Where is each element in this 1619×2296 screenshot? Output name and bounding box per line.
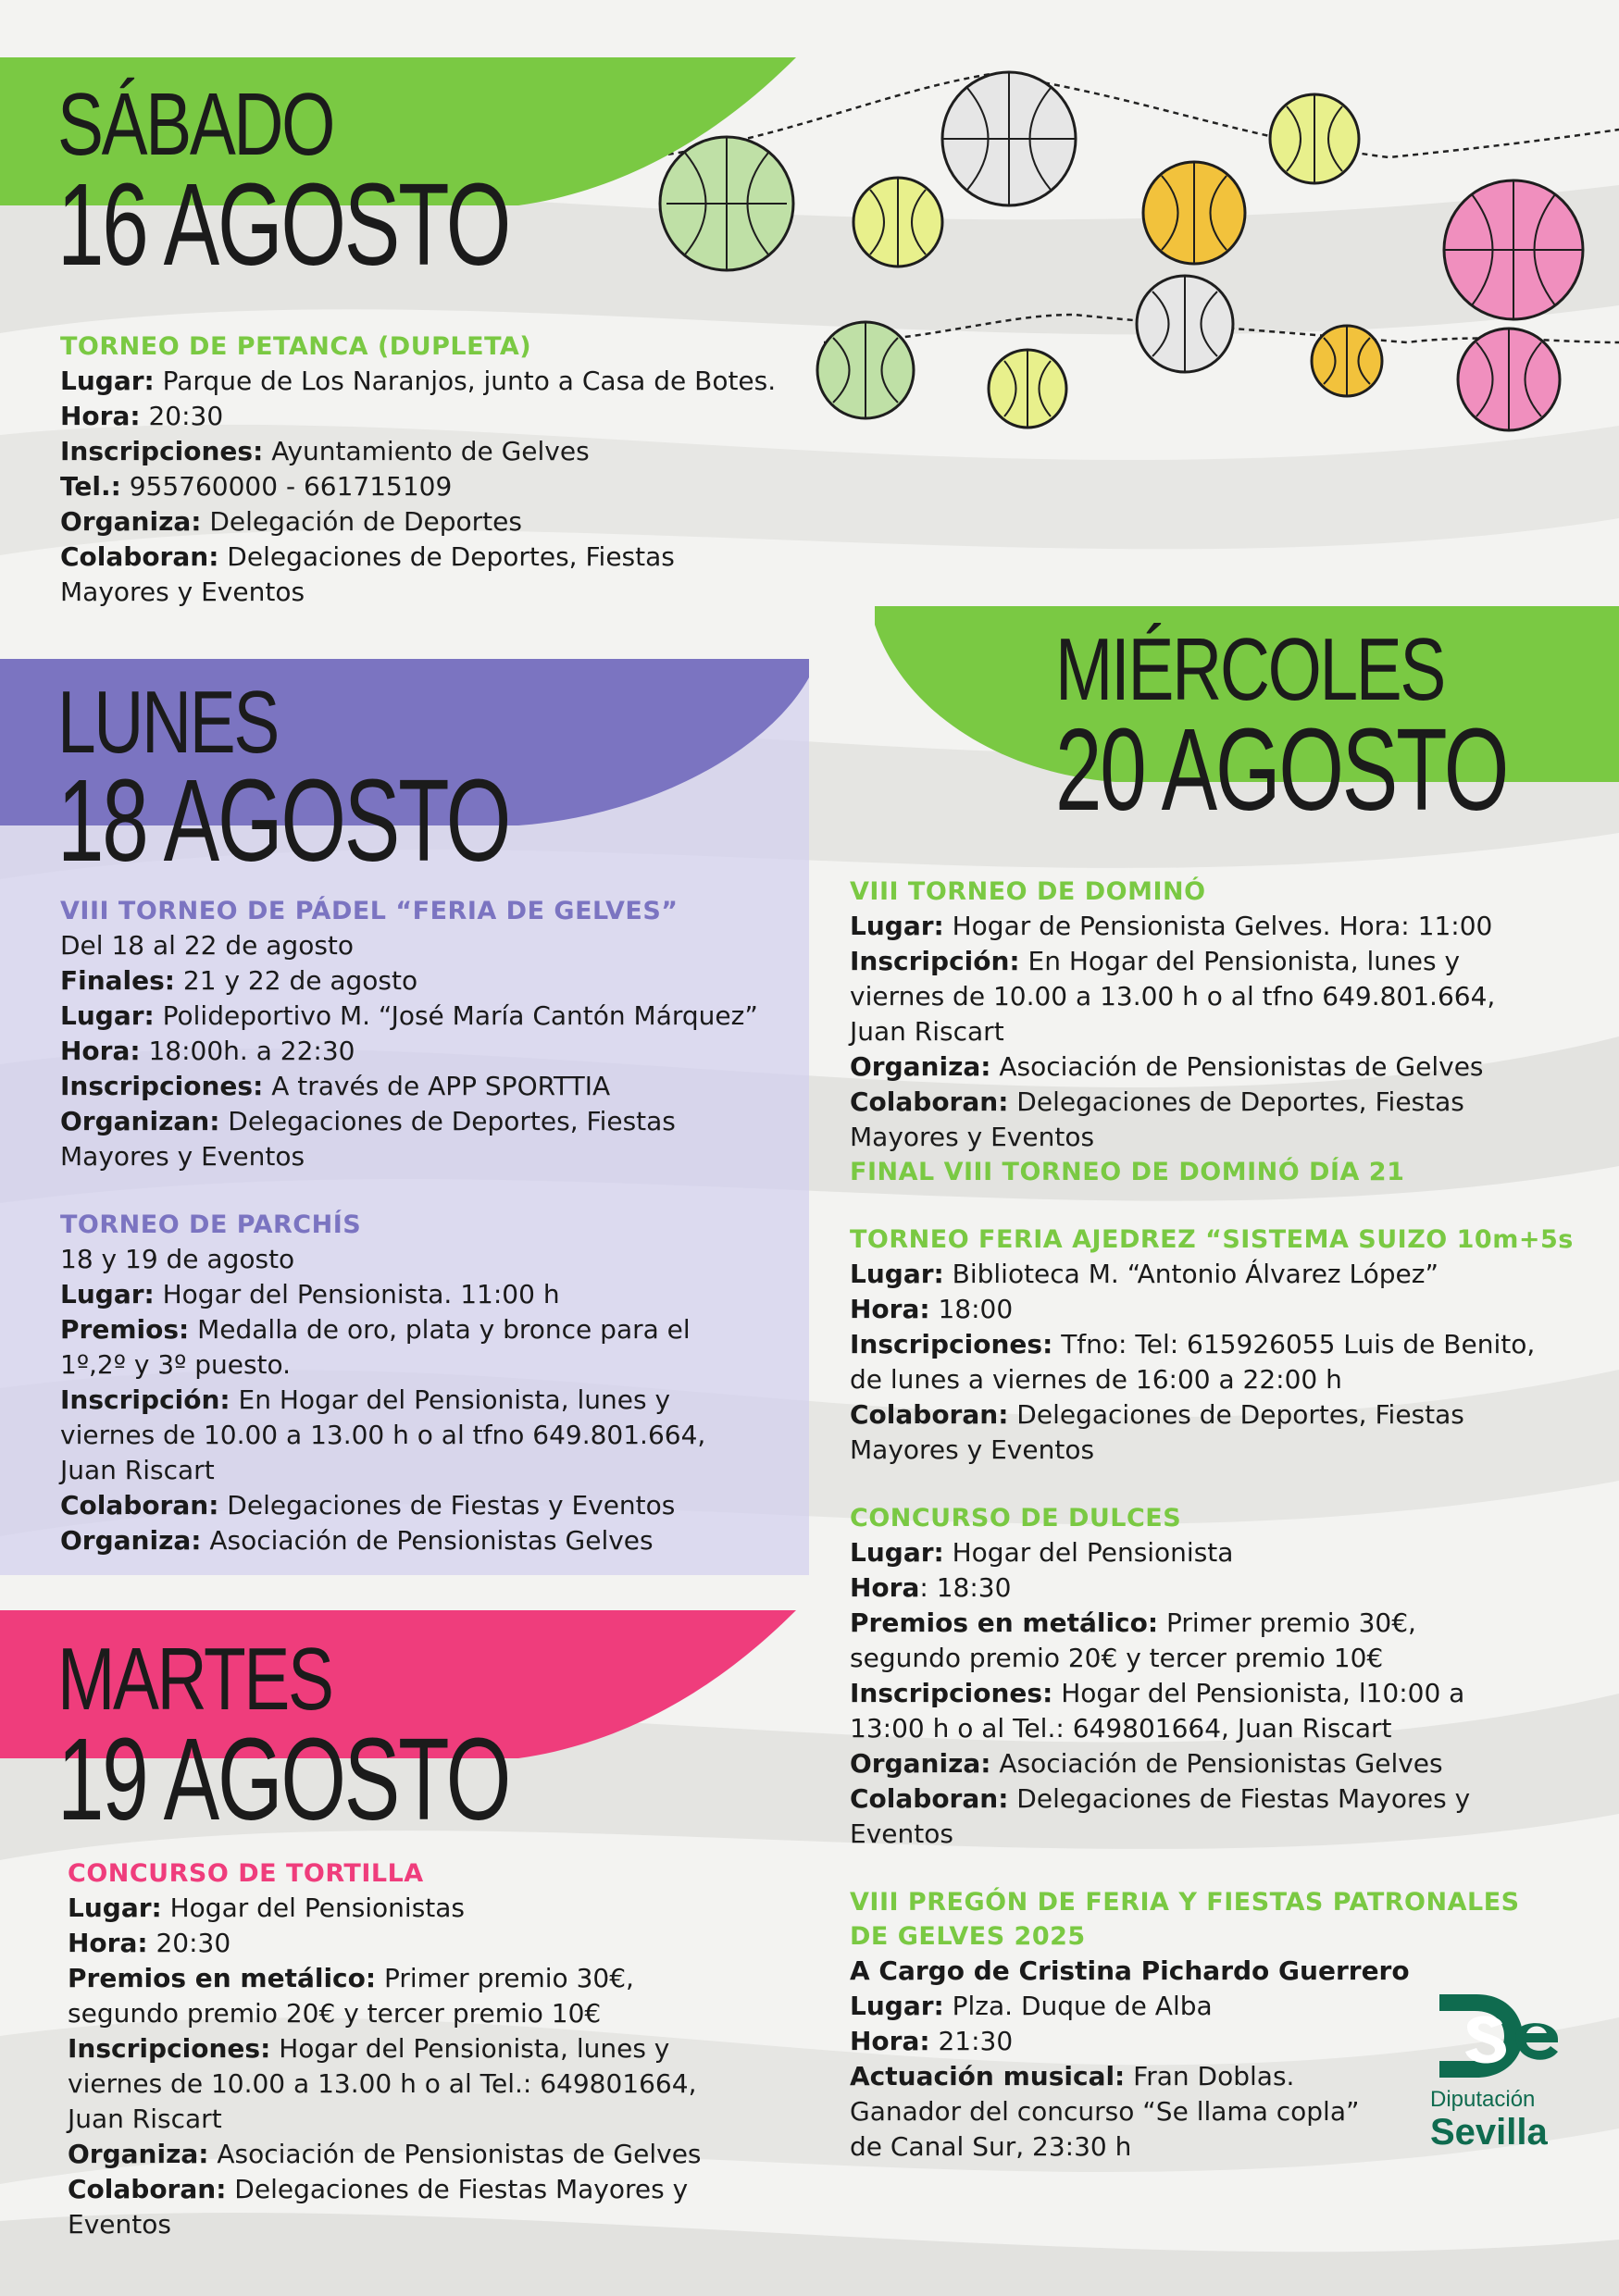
event-details — [850, 909, 1609, 1155]
miercoles-date: 20 AGOSTO — [1055, 704, 1508, 835]
detail-label: Hora — [850, 1572, 920, 1603]
detail-label: Inscripciones: — [60, 1071, 264, 1101]
detail-value: viernes de 10.00 a 13.00 h o al Tel.: 649801664, — [68, 2068, 697, 2099]
detail-line — [60, 1312, 801, 1347]
detail-value: 21 y 22 de agosto — [175, 965, 418, 996]
detail-line — [60, 963, 801, 999]
detail-line — [60, 364, 819, 399]
detail-label: Premios en metálico: — [850, 1607, 1159, 1638]
detail-line — [850, 944, 1609, 979]
detail-label: Lugar: — [60, 1000, 155, 1031]
detail-value: A través de APP SPORTTIA — [263, 1071, 611, 1101]
martes-day: MARTES — [57, 1630, 332, 1729]
detail-value: Asociación de Pensionistas Gelves — [201, 1525, 654, 1556]
detail-value: Delegaciones de Fiestas Mayores y — [1008, 1783, 1471, 1814]
detail-value: 20:30 — [140, 401, 224, 431]
detail-value: Hogar de Pensionista Gelves. Hora: 11:00 — [943, 911, 1493, 941]
event-title: CONCURSO DE TORTILLA — [68, 1859, 424, 1888]
detail-label: Colaboran: — [850, 1086, 1009, 1117]
detail-value: de Canal Sur, 23:30 h — [850, 2131, 1132, 2162]
detail-label: Colaboran: — [60, 1490, 219, 1520]
detail-line — [60, 1347, 801, 1383]
detail-line — [68, 2207, 808, 2242]
detail-line — [850, 1711, 1609, 1746]
detail-value: Polideportivo M. “José María Cantón Márquez” — [154, 1000, 758, 1031]
detail-line — [60, 469, 819, 504]
detail-line — [60, 1069, 801, 1104]
event-domino — [850, 875, 1609, 1189]
detail-line — [60, 1523, 801, 1558]
detail-value: : 18:30 — [919, 1572, 1012, 1603]
detail-label: Organiza: — [68, 2139, 209, 2169]
miercoles-day: MIÉRCOLES — [1055, 620, 1444, 719]
detail-label: Hora: — [850, 1294, 930, 1324]
detail-line — [68, 2172, 808, 2207]
detail-value: Hogar del Pensionista, lunes y — [270, 2033, 670, 2064]
detail-line — [850, 1257, 1609, 1292]
event-tortilla — [68, 1856, 808, 2242]
event-title-line2: DE GELVES 2025 — [850, 1922, 1086, 1951]
detail-value: Mayores y Eventos — [850, 1122, 1095, 1152]
logo-line1: Diputación — [1430, 2087, 1536, 2112]
detail-value: Del 18 al 22 de agosto — [60, 930, 355, 961]
detail-line — [850, 909, 1609, 944]
detail-value: Parque de Los Naranjos, junto a Casa de Botes. — [154, 366, 777, 396]
detail-value: Mayores y Eventos — [850, 1434, 1095, 1465]
event-title: VIII TORNEO DE DOMINÓ — [850, 877, 1206, 906]
detail-line — [850, 1327, 1609, 1362]
detail-line — [60, 540, 819, 575]
detail-value: Hogar del Pensionista, l10:00 a — [1052, 1678, 1465, 1708]
detail-line — [60, 928, 801, 963]
detail-value: Delegaciones de Fiestas Mayores y — [226, 2174, 689, 2204]
detail-value: Tfno: Tel: 615926055 Luis de Benito, — [1052, 1329, 1536, 1359]
detail-line — [850, 1535, 1609, 1570]
detail-line — [850, 1433, 1609, 1468]
detail-label: Colaboran: — [68, 2174, 227, 2204]
detail-value: Biblioteca M. “Antonio Álvarez López” — [943, 1259, 1438, 1289]
detail-value: Delegaciones de Deportes, Fiestas — [1008, 1086, 1464, 1117]
detail-label: Hora: — [60, 1036, 141, 1066]
detail-value: viernes de 10.00 a 13.00 h o al tfno 649.801.664, — [850, 981, 1496, 1011]
detail-line — [60, 434, 819, 469]
detail-line — [60, 1242, 801, 1277]
detail-line — [68, 2066, 808, 2102]
detail-label: Inscripciones: — [68, 2033, 271, 2064]
detail-label: Organiza: — [850, 1748, 991, 1779]
lunes-day: LUNES — [57, 673, 278, 772]
detail-label: Actuación musical: — [850, 2061, 1126, 2091]
detail-line — [850, 1817, 1609, 1852]
detail-value: Delegaciones de Deportes, Fiestas — [1008, 1399, 1464, 1430]
event-title: CONCURSO DE DULCES — [850, 1504, 1182, 1533]
detail-label: Lugar: — [60, 366, 155, 396]
detail-value: Mayores y Eventos — [60, 577, 305, 607]
miercoles-header — [875, 606, 1619, 847]
detail-value: Juan Riscart — [850, 1016, 1004, 1047]
detail-label: Hora: — [68, 1928, 148, 1958]
detail-label: Hora: — [850, 2026, 930, 2056]
detail-line — [68, 1996, 808, 2031]
lunes-events — [60, 894, 801, 1558]
event-title: TORNEO FERIA AJEDREZ “SISTEMA SUIZO 10m+5s — [850, 1225, 1574, 1254]
detail-label: Lugar: — [850, 1991, 944, 2021]
detail-label: Inscripciones: — [850, 1678, 1053, 1708]
detail-label: Organizan: — [60, 1106, 220, 1136]
detail-label: Organiza: — [60, 1525, 202, 1556]
detail-value: Hogar del Pensionista. 11:00 h — [154, 1279, 560, 1309]
detail-value: Hogar del Pensionistas — [161, 1893, 466, 1923]
detail-line — [850, 1014, 1609, 1049]
detail-value: segundo premio 20€ y tercer premio 10€ — [68, 1998, 602, 2029]
detail-value: Mayores y Eventos — [60, 1141, 305, 1172]
detail-value: Fran Doblas. — [1125, 2061, 1295, 2091]
detail-value: Delegaciones de Deportes, Fiestas — [219, 1106, 676, 1136]
detail-line — [850, 1397, 1609, 1433]
detail-line — [60, 1104, 801, 1139]
sabado-events — [60, 329, 819, 610]
detail-label: Premios: — [60, 1314, 190, 1345]
sabado-day: SÁBADO — [57, 75, 334, 174]
detail-line — [60, 1453, 801, 1488]
miercoles-events — [850, 875, 1609, 2165]
detail-value: Ganador del concurso “Se llama copla” — [850, 2096, 1360, 2127]
detail-line — [60, 1488, 801, 1523]
detail-value: viernes de 10.00 a 13.00 h o al tfno 649.801.664, — [60, 1420, 706, 1450]
detail-value: 21:30 — [929, 2026, 1014, 2056]
detail-label: Inscripción: — [60, 1384, 230, 1415]
detail-value: Medalla de oro, plata y bronce para el — [189, 1314, 691, 1345]
event-dulces — [850, 1501, 1609, 1852]
event-details — [850, 1535, 1609, 1852]
detail-label: Lugar: — [850, 1537, 944, 1568]
detail-label: Finales: — [60, 965, 176, 996]
detail-value: 955760000 - 661715109 — [120, 471, 453, 502]
detail-value: de lunes a viernes de 16:00 a 22:00 h — [850, 1364, 1342, 1395]
detail-value: Eventos — [68, 2209, 171, 2240]
detail-line — [68, 1891, 808, 1926]
detail-value: En Hogar del Pensionista, lunes y — [230, 1384, 671, 1415]
detail-value: Hogar del Pensionista — [943, 1537, 1234, 1568]
detail-label: Inscripciones: — [850, 1329, 1053, 1359]
detail-value: Plza. Duque de Alba — [943, 1991, 1213, 2021]
dse-logo-icon — [1430, 1985, 1560, 2087]
event-ajedrez — [850, 1222, 1609, 1468]
event-details — [850, 1257, 1609, 1468]
event-padel — [60, 894, 801, 1174]
detail-value: 18:00h. a 22:30 — [140, 1036, 355, 1066]
detail-label: Organiza: — [60, 506, 202, 537]
diputacion-sevilla-logo — [1430, 1985, 1578, 2152]
event-title: TORNEO DE PETANCA (DUPLETA) — [60, 332, 532, 361]
detail-value: Delegaciones de Deportes, Fiestas — [218, 541, 675, 572]
event-parchis — [60, 1208, 801, 1558]
detail-value: Delegación de Deportes — [201, 506, 522, 537]
detail-value: Delegaciones de Fiestas y Eventos — [218, 1490, 676, 1520]
detail-value: segundo premio 20€ y tercer premio 10€ — [850, 1643, 1384, 1673]
detail-value: 20:30 — [147, 1928, 231, 1958]
detail-line — [68, 2137, 808, 2172]
event-details — [60, 928, 801, 1174]
detail-line — [60, 1383, 801, 1418]
logo-line2: Sevilla — [1430, 2112, 1548, 2153]
event-details — [68, 1891, 808, 2242]
detail-label: Inscripciones: — [60, 436, 264, 466]
lunes-header — [0, 659, 809, 886]
detail-label: Organiza: — [850, 1051, 991, 1082]
event-title: TORNEO DE PARCHÍS — [60, 1210, 362, 1239]
detail-value: Primer premio 30€, — [376, 1963, 634, 1993]
detail-value: Eventos — [850, 1818, 953, 1849]
detail-value: Ayuntamiento de Gelves — [263, 436, 590, 466]
detail-label: Lugar: — [850, 1259, 944, 1289]
event-title: VIII TORNEO DE PÁDEL “FERIA DE GELVES” — [60, 897, 679, 925]
detail-label: Colaboran: — [60, 541, 219, 572]
detail-label: Hora: — [60, 401, 141, 431]
detail-label: Inscripción: — [850, 946, 1020, 976]
detail-line — [68, 1961, 808, 1996]
detail-line — [850, 1362, 1609, 1397]
detail-label: Lugar: — [850, 911, 944, 941]
detail-line — [68, 2031, 808, 2066]
detail-value: Asociación de Pensionistas de Gelves — [990, 1051, 1484, 1082]
martes-date: 19 AGOSTO — [57, 1714, 510, 1844]
event-final-note: FINAL VIII TORNEO DE DOMINÓ DÍA 21 — [850, 1158, 1405, 1186]
detail-value: Juan Riscart — [68, 2104, 222, 2134]
detail-line — [850, 1120, 1609, 1155]
detail-line — [850, 1085, 1609, 1120]
detail-line — [850, 1606, 1609, 1641]
detail-label: Premios en metálico: — [68, 1963, 377, 1993]
detail-line — [850, 1049, 1609, 1085]
detail-label: A Cargo de Cristina Pichardo Guerrero — [850, 1955, 1410, 1986]
detail-label: Lugar: — [68, 1893, 162, 1923]
detail-line — [850, 1954, 1609, 1989]
detail-line — [60, 575, 819, 610]
detail-line — [60, 1418, 801, 1453]
detail-line — [68, 1926, 808, 1961]
lunes-date: 18 AGOSTO — [57, 755, 510, 886]
detail-value: 18 y 19 de agosto — [60, 1244, 295, 1274]
event-details — [60, 364, 819, 610]
detail-value: 1º,2º y 3º puesto. — [60, 1349, 292, 1380]
sabado-header — [0, 57, 796, 289]
martes-header — [0, 1610, 796, 1842]
detail-value: Asociación de Pensionistas de Gelves — [208, 2139, 702, 2169]
detail-value: Juan Riscart — [60, 1455, 215, 1485]
martes-events — [68, 1856, 808, 2242]
detail-line — [850, 1570, 1609, 1606]
detail-line — [60, 1277, 801, 1312]
detail-label: Colaboran: — [850, 1783, 1009, 1814]
detail-line — [60, 999, 801, 1034]
detail-line — [850, 1676, 1609, 1711]
detail-line — [850, 1641, 1609, 1676]
detail-line — [68, 2102, 808, 2137]
detail-value: 13:00 h o al Tel.: 649801664, Juan Riscart — [850, 1713, 1392, 1744]
sabado-date: 16 AGOSTO — [57, 159, 510, 290]
detail-line — [850, 979, 1609, 1014]
detail-label: Colaboran: — [850, 1399, 1009, 1430]
detail-line — [850, 1292, 1609, 1327]
detail-line — [60, 1034, 801, 1069]
event-petanca — [60, 329, 819, 610]
detail-value: Asociación de Pensionistas Gelves — [990, 1748, 1443, 1779]
detail-line — [60, 504, 819, 540]
detail-line — [850, 1746, 1609, 1781]
detail-line — [850, 1781, 1609, 1817]
event-details — [60, 1242, 801, 1558]
detail-value: Primer premio 30€, — [1158, 1607, 1416, 1638]
detail-value: En Hogar del Pensionista, lunes y — [1019, 946, 1461, 976]
event-title: VIII PREGÓN DE FERIA Y FIESTAS PATRONALES — [850, 1888, 1520, 1917]
detail-label: Tel.: — [60, 471, 121, 502]
detail-line — [60, 1139, 801, 1174]
detail-label: Lugar: — [60, 1279, 155, 1309]
detail-value: 18:00 — [929, 1294, 1014, 1324]
detail-line — [60, 399, 819, 434]
